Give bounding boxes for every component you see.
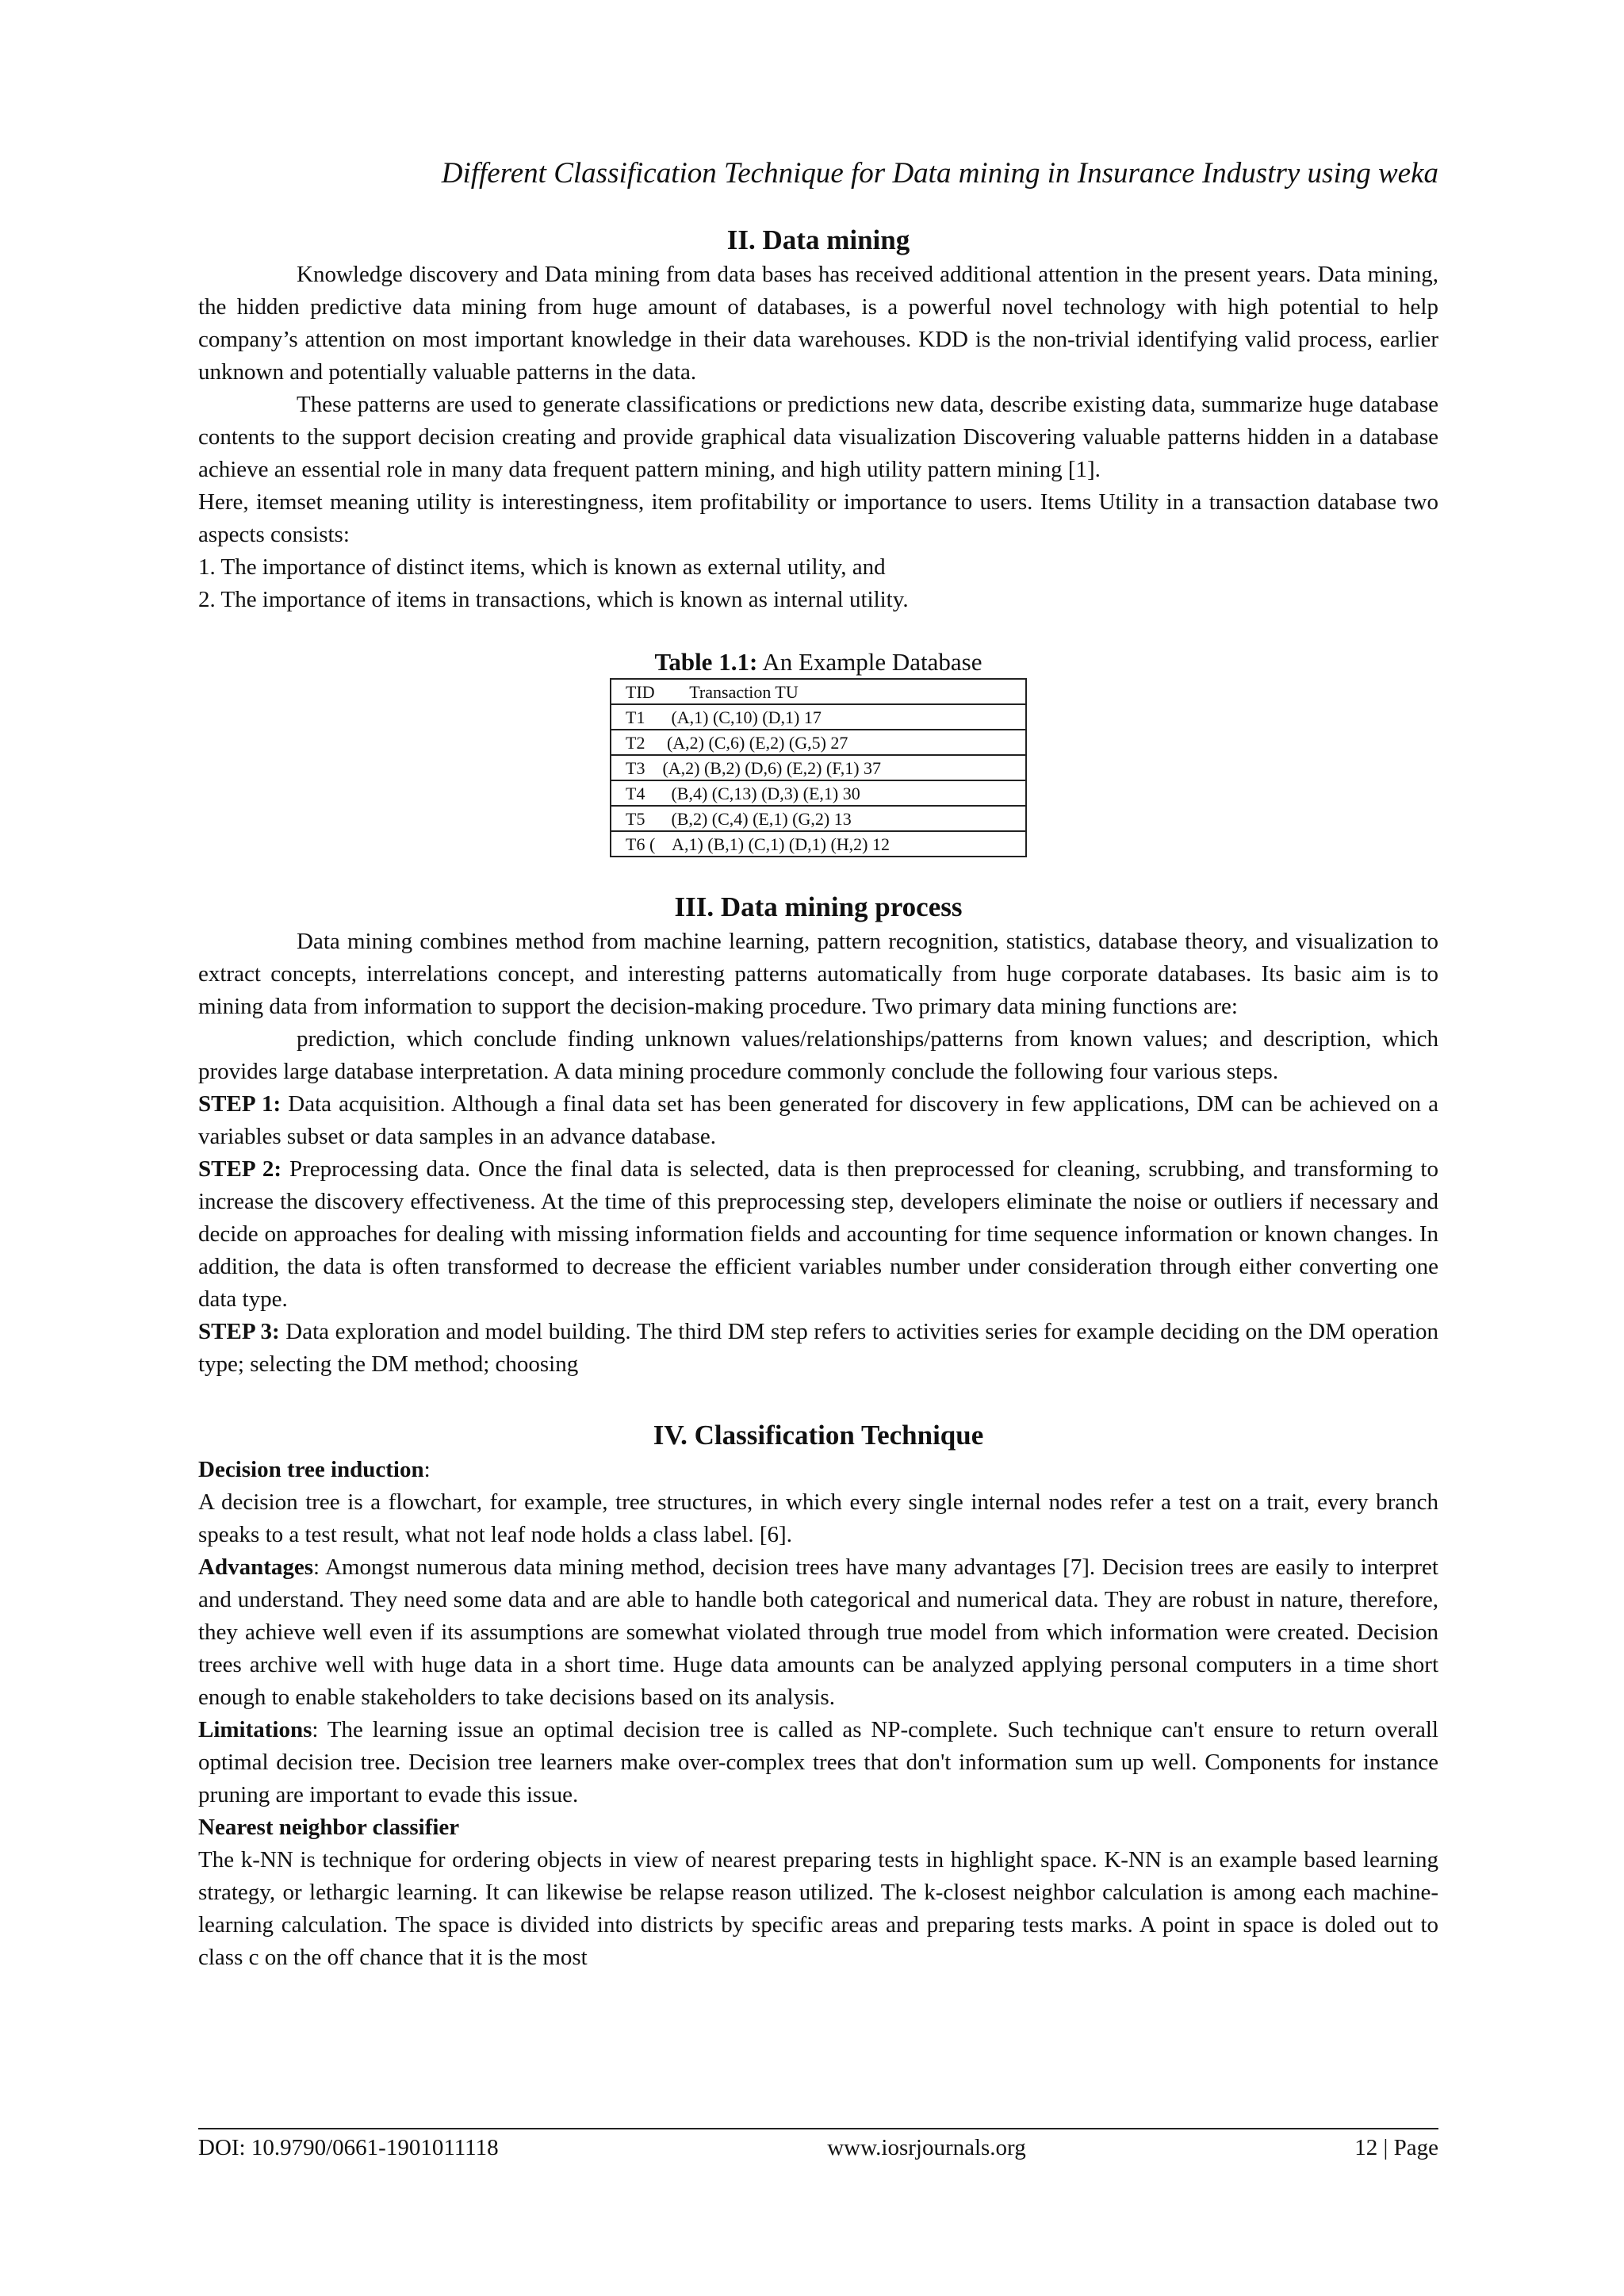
table-row <box>611 780 1026 806</box>
subheading-label: Decision tree induction <box>198 1457 424 1482</box>
list-item: 1. The importance of distinct items, which is known as external utility, and <box>198 554 886 580</box>
section-heading-data-mining-process: III. Data mining process <box>674 891 963 922</box>
list-item: 2. The importance of items in transactions, which is known as internal utility. <box>198 587 909 612</box>
table-cell: T6 ( A,1) (B,1) (C,1) (D,1) (H,2) 12 <box>611 831 1026 857</box>
advantages-text: : Amongst numerous data mining method, decision trees have many advantages [7]. Decision trees are easily to interpret and understand. They need some data and are able to handle both categorical and numerical data. They are robust in nature, therefore, they achieve well even if its assumptions are somewhat violated through true model from which information were created. Decision trees archive well with huge data in a short time. Huge data amounts can be analyzed applying personal computers in a time short enough to enable stakeholders to take decisions based on its analysis. <box>198 1554 1438 1710</box>
table-row <box>611 755 1026 780</box>
table-cell: T3 (A,2) (B,2) (D,6) (E,2) (F,1) 37 <box>611 755 1026 780</box>
step-label: STEP 1: <box>198 1091 282 1117</box>
footer-divider <box>198 2128 1438 2129</box>
footer-website: www.iosrjournals.org <box>827 2135 1026 2160</box>
limitations-paragraph <box>198 1714 1438 1811</box>
table-cell: T5 (B,2) (C,4) (E,1) (G,2) 13 <box>611 806 1026 831</box>
table-cell: TID Transaction TU <box>611 679 1026 704</box>
table-row <box>611 679 1026 704</box>
limitations-text: : The learning issue an optimal decision tree is called as NP-complete. Such technique can't ensure to return overall optimal decision tree. Decision tree learners make over-complex trees that don't information sum up well. Components for instance pruning are important to evade this issue. <box>198 1717 1438 1807</box>
step-paragraph <box>198 1316 1438 1381</box>
section-heading-data-mining: II. Data mining <box>726 224 910 255</box>
paragraph: prediction, which conclude finding unknown values/relationships/patterns from known values; and description, which provides large database interpretation. A data mining procedure commonly conclude the following four various steps. <box>198 1026 1438 1084</box>
paragraph: Data mining combines method from machine learning, pattern recognition, statistics, database theory, and visualization to extract concepts, interrelations concept, and interesting patterns automatically from huge corporate databases. Its basic aim is to mining data from information to support the decision-making procedure. Two primary data mining functions are: <box>198 929 1438 1019</box>
section-heading-classification-technique: IV. Classification Technique <box>653 1420 984 1451</box>
limitations-label: Limitations <box>198 1717 312 1742</box>
example-database-table <box>610 648 1027 857</box>
transaction-table <box>610 678 1027 857</box>
table-row <box>611 730 1026 755</box>
table-caption <box>610 648 1027 677</box>
step-label: STEP 3: <box>198 1319 280 1344</box>
paragraph: Knowledge discovery and Data mining from data bases has received additional attention in the present years. Data mining, the hidden predictive data mining from huge amount of databases, is a powerful novel technology with high potential to help company’s attention on most important knowledge in their data warehouses. KDD is the non-trivial identifying valid process, earlier unknown and potentially valuable patterns in the data. <box>198 262 1438 385</box>
paragraph: The k-NN is technique for ordering objects in view of nearest preparing tests in highlight space. K-NN is an example based learning strategy, or lethargic learning. It can likewise be relapse reason utilized. The k-closest neighbor calculation is among each machine-learning calculation. The space is divided into districts by specific areas and preparing tests marks. A point in space is doled out to class c on the off chance that it is the most <box>198 1847 1438 1970</box>
table-row <box>611 806 1026 831</box>
main-content <box>198 222 1438 1974</box>
table-caption-label: Table 1.1: <box>654 648 758 676</box>
step-paragraph <box>198 1088 1438 1153</box>
subheading-nearest-neighbor: Nearest neighbor classifier <box>198 1815 460 1840</box>
page-footer <box>198 2132 1438 2164</box>
running-header: Different Classification Technique for Data mining in Insurance Industry using weka <box>441 157 1438 190</box>
subheading-decision-tree <box>198 1454 1438 1486</box>
paragraph: Here, itemset meaning utility is interestingness, item profitability or importance to users. Items Utility in a transaction database two aspects consists: <box>198 489 1438 547</box>
step-text: Data exploration and model building. The third DM step refers to activities series for example deciding on the DM operation type; selecting the DM method; choosing <box>198 1319 1438 1377</box>
paragraph: These patterns are used to generate classifications or predictions new data, describe existing data, summarize huge database contents to the support decision creating and provide graphical data visualization Discovering valuable patterns hidden in a database achieve an essential role in many data frequent pattern mining, and high utility pattern mining [1]. <box>198 392 1438 482</box>
footer-doi: DOI: 10.9790/0661-1901011118 <box>198 2135 499 2160</box>
table-cell: T1 (A,1) (C,10) (D,1) 17 <box>611 704 1026 730</box>
subheading-colon: : <box>423 1457 431 1482</box>
paragraph: A decision tree is a flowchart, for example, tree structures, in which every single internal nodes refer a test on a trait, every branch speaks to a test result, what not leaf node holds a class label. [6]. <box>198 1489 1438 1547</box>
step-paragraph <box>198 1153 1438 1316</box>
table-cell: T4 (B,4) (C,13) (D,3) (E,1) 30 <box>611 780 1026 806</box>
table-caption-text: An Example Database <box>757 648 982 676</box>
step-label: STEP 2: <box>198 1156 282 1182</box>
table-row <box>611 704 1026 730</box>
footer-page-number: 12 | Page <box>1354 2135 1438 2160</box>
advantages-paragraph <box>198 1551 1438 1714</box>
advantages-label: Advantages <box>198 1554 314 1580</box>
step-text: Data acquisition. Although a final data set has been generated for discovery in few applications, DM can be achieved on a variables subset or data samples in an advance database. <box>198 1091 1438 1149</box>
step-text: Preprocessing data. Once the final data is selected, data is then preprocessed for cleaning, scrubbing, and transforming to increase the discovery effectiveness. At the time of this preprocessing step, developers eliminate the noise or outliers if necessary and decide on approaches for dealing with missing information fields and accounting for time sequence information or known changes. In addition, the data is often transformed to decrease the efficient variables number under consideration through either converting one data type. <box>198 1156 1438 1312</box>
table-row <box>611 831 1026 857</box>
table-cell: T2 (A,2) (C,6) (E,2) (G,5) 27 <box>611 730 1026 755</box>
